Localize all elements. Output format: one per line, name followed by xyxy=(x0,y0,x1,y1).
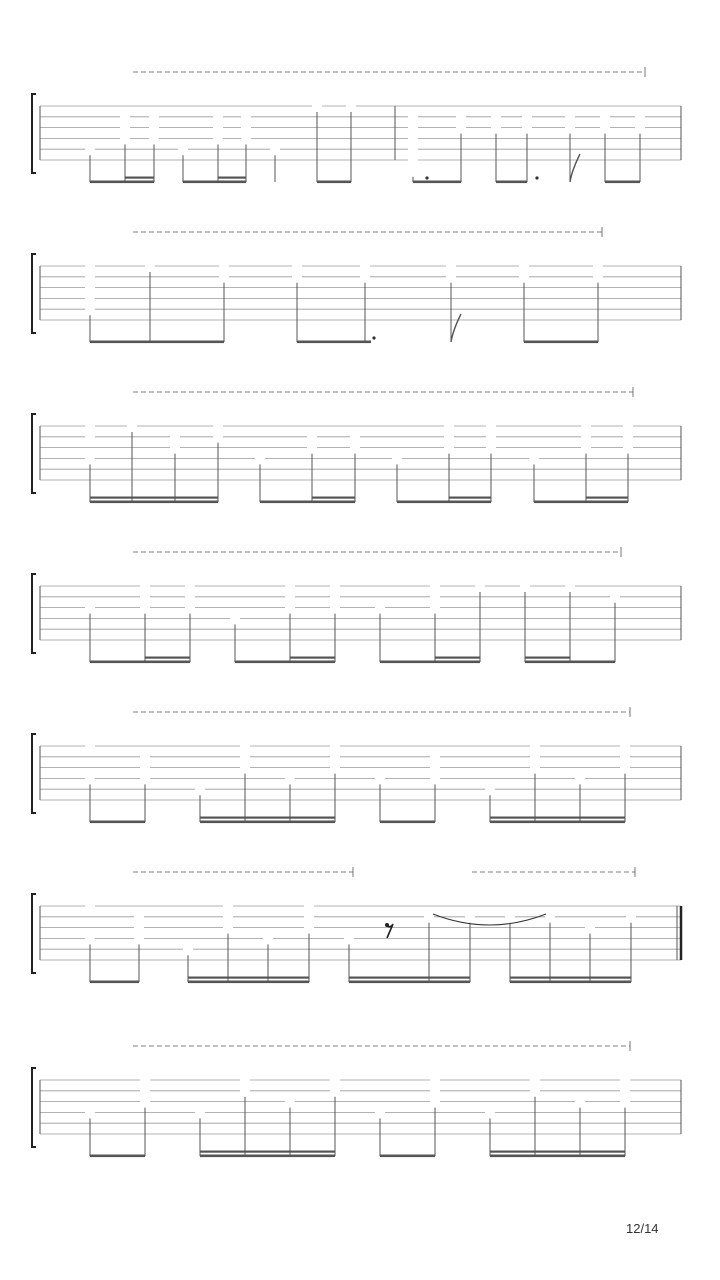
fret-mask xyxy=(223,912,233,922)
fret-mask xyxy=(344,933,354,943)
beam-secondary xyxy=(349,977,470,979)
fret-mask xyxy=(350,443,360,453)
fret-mask xyxy=(522,123,532,133)
fret-mask xyxy=(85,283,95,293)
beam xyxy=(349,981,470,984)
beam xyxy=(297,341,371,344)
fret-mask xyxy=(185,603,195,613)
fret-mask xyxy=(330,1086,340,1096)
fret-mask xyxy=(530,1086,540,1096)
slur xyxy=(433,914,546,925)
fret-mask xyxy=(219,272,229,282)
beam-secondary xyxy=(525,657,570,659)
fret-mask xyxy=(446,261,456,271)
beam xyxy=(524,341,598,344)
fret-mask xyxy=(575,773,585,783)
dot xyxy=(372,336,375,339)
fret-mask xyxy=(485,1107,495,1117)
beam xyxy=(90,821,145,824)
fret-mask xyxy=(408,155,418,165)
note-flag xyxy=(451,314,461,342)
beam xyxy=(90,661,190,664)
fret-mask xyxy=(140,763,150,773)
beam xyxy=(534,501,628,504)
fret-mask xyxy=(581,443,591,453)
fret-mask xyxy=(85,432,95,442)
beam-secondary xyxy=(449,497,491,499)
rest-dot xyxy=(385,923,389,927)
beam xyxy=(90,501,218,504)
beam xyxy=(397,501,491,504)
beam-secondary xyxy=(490,817,625,819)
system-bracket xyxy=(32,574,36,653)
fret-mask xyxy=(285,773,295,783)
fret-mask xyxy=(240,752,250,762)
beam xyxy=(90,981,139,984)
fret-mask xyxy=(213,421,223,431)
fret-mask xyxy=(195,1107,205,1117)
beam-secondary xyxy=(290,657,335,659)
fret-mask xyxy=(530,741,540,751)
fret-mask xyxy=(620,1075,630,1085)
fret-mask xyxy=(241,133,251,143)
fret-mask xyxy=(195,784,205,794)
fret-mask xyxy=(444,432,454,442)
beam-secondary xyxy=(312,497,355,499)
fret-mask xyxy=(626,912,636,922)
fret-mask xyxy=(285,592,295,602)
fret-mask xyxy=(241,112,251,122)
fret-mask xyxy=(623,443,633,453)
fret-mask xyxy=(456,123,466,133)
fret-mask xyxy=(620,763,630,773)
fret-mask xyxy=(240,1075,250,1085)
fret-mask xyxy=(134,912,144,922)
beam xyxy=(188,981,309,984)
fret-mask xyxy=(330,752,340,762)
fret-mask xyxy=(430,1097,440,1107)
system-bracket xyxy=(32,894,36,973)
fret-mask xyxy=(140,1086,150,1096)
fret-mask xyxy=(635,112,645,122)
beam xyxy=(317,181,351,184)
beam-secondary xyxy=(510,977,631,979)
fret-mask xyxy=(635,123,645,133)
fret-mask xyxy=(85,901,95,911)
beam xyxy=(490,821,625,824)
beam xyxy=(380,821,435,824)
fret-mask xyxy=(170,432,180,442)
fret-mask xyxy=(519,272,529,282)
fret-mask xyxy=(213,123,223,133)
fret-mask xyxy=(593,261,603,271)
fret-mask xyxy=(375,1107,385,1117)
fret-mask xyxy=(304,901,314,911)
system-bracket xyxy=(32,414,36,493)
beam-secondary xyxy=(90,497,218,499)
fret-mask xyxy=(430,592,440,602)
fret-mask xyxy=(185,581,195,591)
fret-mask xyxy=(170,443,180,453)
fret-mask xyxy=(519,261,529,271)
fret-mask xyxy=(456,112,466,122)
fret-mask xyxy=(85,304,95,314)
fret-mask xyxy=(581,421,591,431)
system-bracket xyxy=(32,1068,36,1147)
fret-mask xyxy=(485,784,495,794)
fret-mask xyxy=(430,752,440,762)
fret-mask xyxy=(486,421,496,431)
fret-mask xyxy=(307,432,317,442)
beam xyxy=(490,1155,625,1158)
fret-mask xyxy=(623,421,633,431)
beam-secondary xyxy=(586,497,628,499)
fret-mask xyxy=(240,741,250,751)
fret-mask xyxy=(585,923,595,933)
fret-mask xyxy=(85,293,95,303)
note-flag xyxy=(570,154,580,182)
fret-mask xyxy=(223,923,233,933)
fret-mask xyxy=(85,933,95,943)
page-number: 12/14 xyxy=(626,1221,659,1236)
fret-mask xyxy=(85,603,95,613)
fret-mask xyxy=(285,581,295,591)
beam-secondary xyxy=(435,657,480,659)
fret-mask xyxy=(430,581,440,591)
fret-mask xyxy=(140,773,150,783)
fret-mask xyxy=(85,421,95,431)
fret-mask xyxy=(330,763,340,773)
fret-mask xyxy=(620,1097,630,1107)
fret-mask xyxy=(213,432,223,442)
fret-mask xyxy=(292,261,302,271)
fret-mask xyxy=(85,773,95,783)
fret-mask xyxy=(600,112,610,122)
fret-mask xyxy=(183,944,193,954)
fret-mask xyxy=(140,581,150,591)
fret-mask xyxy=(134,933,144,943)
beam-secondary xyxy=(200,817,335,819)
beam xyxy=(510,981,631,984)
fret-mask xyxy=(330,581,340,591)
beam xyxy=(90,181,154,184)
fret-mask xyxy=(149,112,159,122)
beam xyxy=(380,661,480,664)
fret-mask xyxy=(610,592,620,602)
fret-mask xyxy=(491,123,501,133)
fret-mask xyxy=(620,1086,630,1096)
fret-mask xyxy=(330,603,340,613)
fret-mask xyxy=(350,432,360,442)
fret-mask xyxy=(575,1097,585,1107)
dot xyxy=(425,176,428,179)
system-bracket xyxy=(32,734,36,813)
beam xyxy=(413,181,461,184)
fret-mask xyxy=(263,933,273,943)
fret-mask xyxy=(140,1097,150,1107)
beam-secondary xyxy=(490,1151,625,1153)
fret-mask xyxy=(140,1075,150,1085)
fret-mask xyxy=(140,603,150,613)
fret-mask xyxy=(241,123,251,133)
fret-mask xyxy=(292,272,302,282)
fret-mask xyxy=(505,912,515,922)
fret-mask xyxy=(330,741,340,751)
fret-mask xyxy=(430,603,440,613)
fret-mask xyxy=(486,443,496,453)
fret-mask xyxy=(346,101,356,111)
fret-mask xyxy=(120,123,130,133)
fret-mask xyxy=(529,453,539,463)
beam-secondary xyxy=(125,177,154,179)
system-bracket xyxy=(32,254,36,333)
fret-mask xyxy=(312,101,322,111)
beam xyxy=(200,1155,335,1158)
fret-mask xyxy=(120,112,130,122)
fret-mask xyxy=(444,421,454,431)
fret-mask xyxy=(140,752,150,762)
fret-mask xyxy=(565,123,575,133)
fret-mask xyxy=(475,581,485,591)
beam xyxy=(235,661,335,664)
fret-mask xyxy=(444,443,454,453)
fret-mask xyxy=(430,763,440,773)
fret-mask xyxy=(430,1075,440,1085)
fret-mask xyxy=(304,912,314,922)
fret-mask xyxy=(446,272,456,282)
beam-secondary xyxy=(218,177,246,179)
beam xyxy=(525,661,615,664)
fret-mask xyxy=(360,261,370,271)
fret-mask xyxy=(530,1075,540,1085)
fret-mask xyxy=(565,112,575,122)
fret-mask xyxy=(522,112,532,122)
fret-mask xyxy=(213,133,223,143)
fret-mask xyxy=(408,123,418,133)
beam xyxy=(380,1155,435,1158)
fret-mask xyxy=(530,763,540,773)
fret-mask xyxy=(530,752,540,762)
fret-mask xyxy=(330,1075,340,1085)
fret-mask xyxy=(408,112,418,122)
fret-mask xyxy=(285,603,295,613)
fret-mask xyxy=(430,773,440,783)
fret-mask xyxy=(620,752,630,762)
fret-mask xyxy=(134,923,144,933)
fret-mask xyxy=(223,901,233,911)
fret-mask xyxy=(486,432,496,442)
beam-secondary xyxy=(145,657,190,659)
fret-mask xyxy=(330,592,340,602)
beam xyxy=(260,501,355,504)
fret-mask xyxy=(424,912,434,922)
fret-mask xyxy=(120,133,130,143)
fret-mask xyxy=(375,773,385,783)
fret-mask xyxy=(408,166,418,176)
beam xyxy=(496,181,527,184)
fret-mask xyxy=(307,443,317,453)
fret-mask xyxy=(219,261,229,271)
fret-mask xyxy=(85,144,95,154)
fret-mask xyxy=(230,613,240,623)
fret-mask xyxy=(600,123,610,133)
fret-mask xyxy=(520,581,530,591)
fret-mask xyxy=(581,432,591,442)
beam-secondary xyxy=(188,977,309,979)
fret-mask xyxy=(270,144,280,154)
fret-mask xyxy=(127,421,137,431)
fret-mask xyxy=(408,133,418,143)
fret-mask xyxy=(623,432,633,442)
beam xyxy=(183,181,246,184)
fret-mask xyxy=(620,741,630,751)
fret-mask xyxy=(140,592,150,602)
beam xyxy=(605,181,640,184)
beam-secondary xyxy=(200,1151,335,1153)
fret-mask xyxy=(178,144,188,154)
fret-mask xyxy=(145,261,155,271)
fret-mask xyxy=(213,112,223,122)
fret-mask xyxy=(255,453,265,463)
system-bracket xyxy=(32,94,36,173)
fret-mask xyxy=(285,1097,295,1107)
beam xyxy=(90,1155,145,1158)
fret-mask xyxy=(149,123,159,133)
fret-mask xyxy=(375,603,385,613)
fret-mask xyxy=(240,1086,250,1096)
fret-mask xyxy=(85,1107,95,1117)
fret-mask xyxy=(85,261,95,271)
fret-mask xyxy=(465,912,475,922)
fret-mask xyxy=(85,272,95,282)
fret-mask xyxy=(565,581,575,591)
fret-mask xyxy=(491,112,501,122)
fret-mask xyxy=(593,272,603,282)
beam xyxy=(200,821,335,824)
fret-mask xyxy=(85,741,95,751)
fret-mask xyxy=(360,272,370,282)
fret-mask xyxy=(85,453,95,463)
dot xyxy=(535,176,538,179)
fret-mask xyxy=(408,144,418,154)
fret-mask xyxy=(430,1086,440,1096)
fret-mask xyxy=(149,133,159,143)
beam xyxy=(90,341,224,344)
fret-mask xyxy=(392,453,402,463)
fret-mask xyxy=(240,763,250,773)
fret-mask xyxy=(304,923,314,933)
fret-mask xyxy=(545,912,555,922)
fret-mask xyxy=(185,592,195,602)
